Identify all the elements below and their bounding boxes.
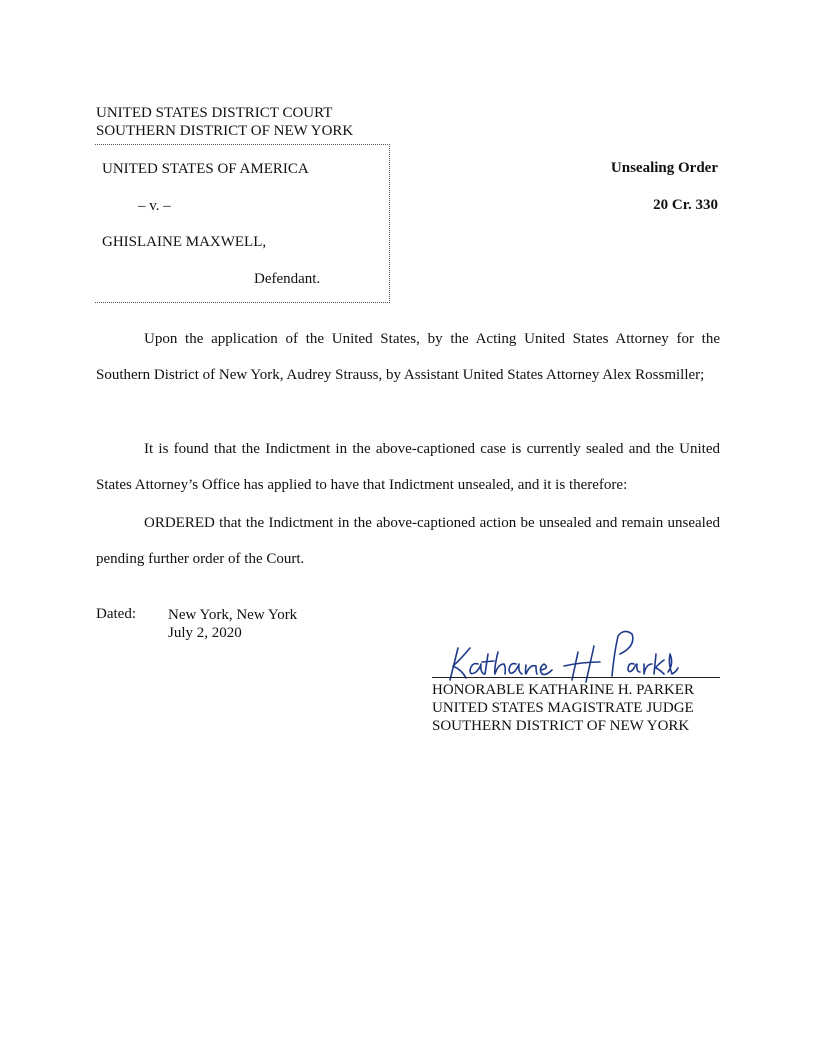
paragraph-2-text: It is found that the Indictment in the above-captioned case is currently sealed and the United States Attorney’s Office has applied to have that Indictment unsealed, and it is therefore: bbox=[96, 441, 720, 493]
case-caption-box bbox=[95, 144, 390, 303]
dated-block bbox=[168, 606, 297, 642]
court-district: SOUTHERN DISTRICT OF NEW YORK bbox=[96, 123, 354, 139]
case-number: 20 Cr. 330 bbox=[653, 197, 718, 213]
paragraph-1-text: Upon the application of the United States, by the Acting United States Attorney for the Southern District of New York, Audrey Strauss, by Assistant United States Attorney Alex Rossmiller; bbox=[96, 331, 720, 383]
dated-place: New York, New York bbox=[168, 607, 298, 623]
court-header bbox=[96, 104, 353, 140]
plaintiff-name: UNITED STATES OF AMERICA bbox=[102, 161, 309, 177]
body-paragraph-3 bbox=[96, 505, 720, 577]
judge-name: HONORABLE KATHARINE H. PARKER bbox=[432, 682, 694, 698]
body-paragraph-2 bbox=[96, 431, 720, 503]
document-title: Unsealing Order bbox=[610, 160, 718, 176]
dated-label: Dated: bbox=[96, 606, 136, 622]
judge-block bbox=[432, 681, 694, 735]
defendant-name: GHISLAINE MAXWELL, bbox=[102, 234, 267, 250]
court-name: UNITED STATES DISTRICT COURT bbox=[96, 105, 333, 121]
body-paragraph-1 bbox=[96, 321, 720, 393]
signature-line bbox=[432, 677, 720, 678]
defendant-label: Defendant. bbox=[254, 271, 321, 287]
paragraph-3-text: ORDERED that the Indictment in the above-captioned action be unsealed and remain unsealed pending further order of the Court. bbox=[96, 515, 720, 567]
versus-label: – v. – bbox=[138, 198, 171, 214]
judge-title: UNITED STATES MAGISTRATE JUDGE bbox=[432, 700, 694, 716]
dated-date: July 2, 2020 bbox=[168, 625, 242, 641]
judge-district: SOUTHERN DISTRICT OF NEW YORK bbox=[432, 718, 690, 734]
